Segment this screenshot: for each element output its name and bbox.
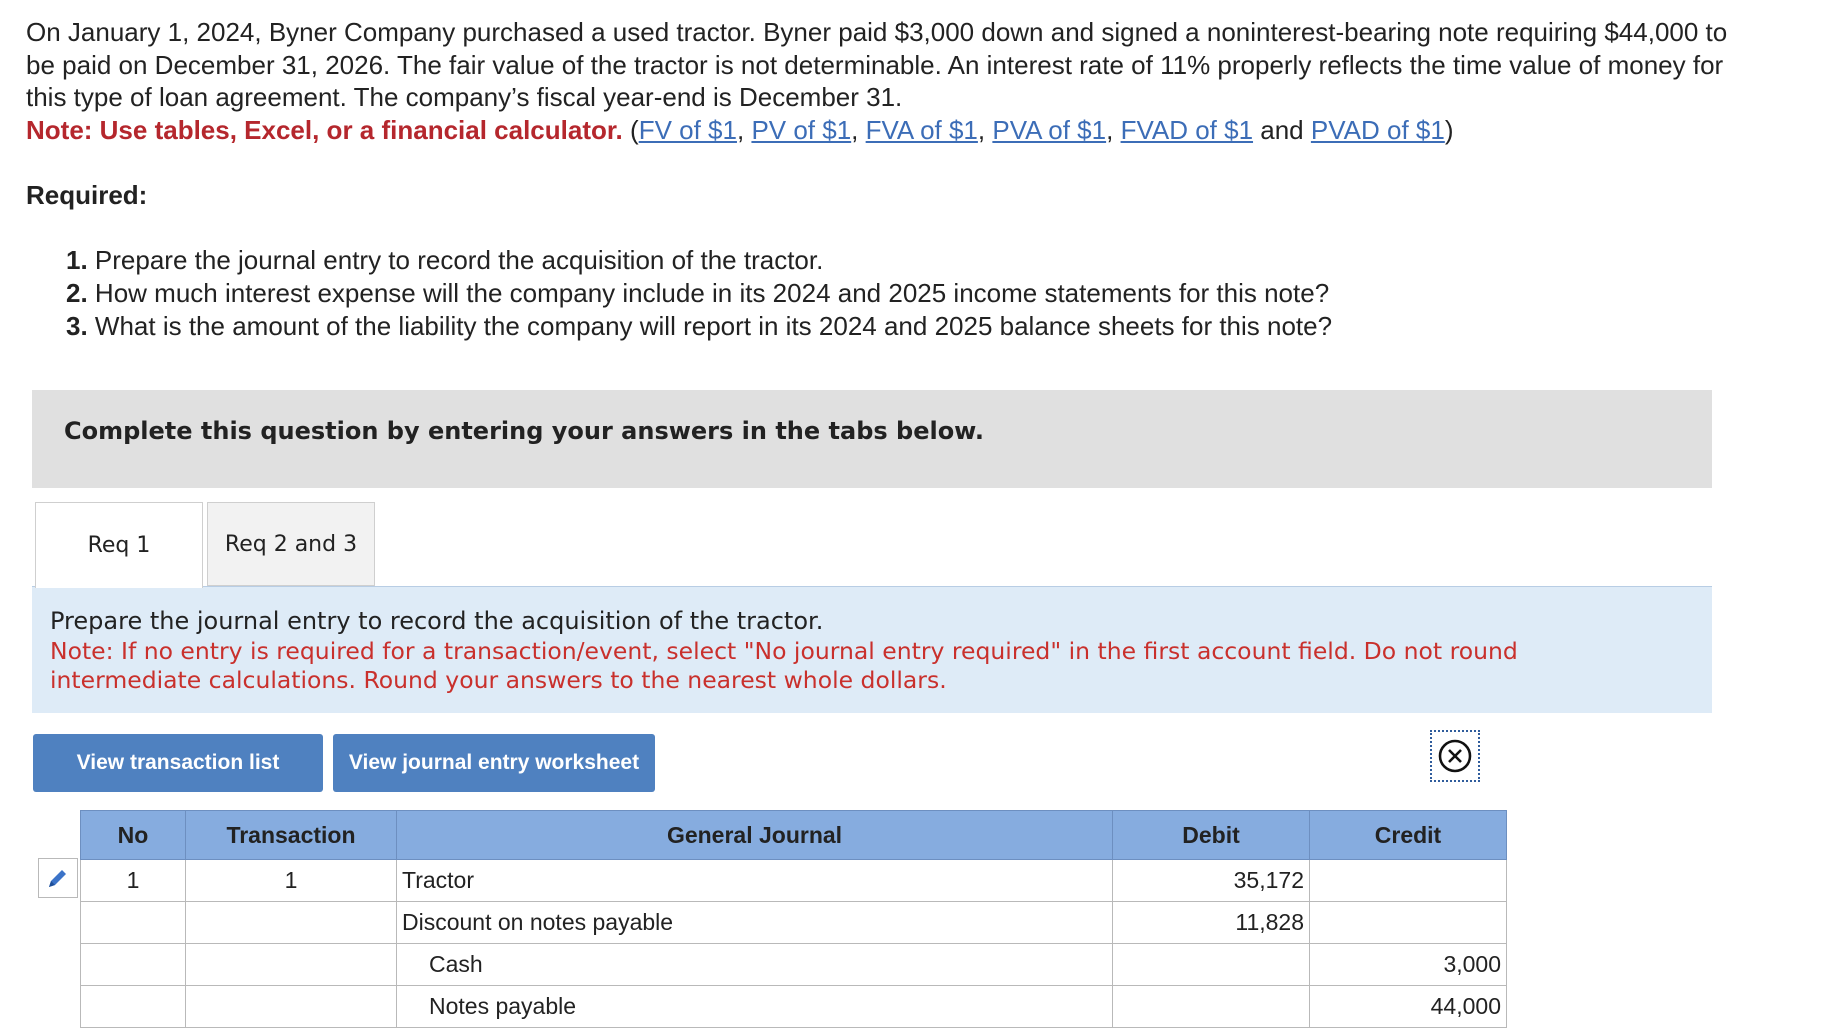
link-fva[interactable]: FVA of $1 [865,114,978,145]
header-debit: Debit [1113,811,1310,860]
instruction-main: Prepare the journal entry to record the acquisition of the tractor. [50,607,824,635]
link-pvad[interactable]: PVAD of $1 [1310,114,1445,145]
cell-debit[interactable] [1113,944,1310,986]
tab-instructions [32,586,1712,713]
cell-credit[interactable]: 3,000 [1310,944,1507,986]
table-row [81,860,1507,902]
cell-account[interactable]: Discount on notes payable [397,902,1113,944]
header-transaction: Transaction [186,811,397,860]
required-list [66,244,1332,343]
intro-note: Note: Use tables, Excel, or a financial calculator. [26,114,623,145]
link-pva[interactable]: PVA of $1 [992,114,1107,145]
instructions-banner [32,390,1712,488]
table-row [81,986,1507,1028]
tab-req-2-and-3[interactable]: Req 2 and 3 [207,502,375,586]
cell-credit[interactable] [1310,860,1507,902]
link-fv[interactable]: FV of $1 [638,114,737,145]
cell-transaction [186,986,397,1028]
intro-text: On January 1, 2024, Byner Company purchased a used tractor. Byner paid $3,000 down and signed a noninterest-bearing note requiring $44,000 to be paid on December 31, 2026. The fair value of the tractor is not determinable. An interest rate of 11% properly reflects the time value of money for this type of loan agreement. The company’s fiscal year-end is December 31. [26,17,1728,112]
cell-account[interactable]: Cash [397,944,1113,986]
table-row [81,902,1507,944]
close-circle-icon [1437,738,1473,774]
cell-no [81,986,186,1028]
cell-debit[interactable] [1113,986,1310,1028]
cell-debit[interactable]: 35,172 [1113,860,1310,902]
required-item: 3. What is the amount of the liability the company will report in its 2024 and 2025 balance sheets for this note? [66,311,1333,341]
view-transaction-list-button[interactable]: View transaction list [33,734,323,792]
cell-debit[interactable]: 11,828 [1113,902,1310,944]
required-heading: Required: [26,180,148,210]
link-fvad[interactable]: FVAD of $1 [1120,114,1254,145]
cell-transaction [186,902,397,944]
view-journal-entry-worksheet-button[interactable]: View journal entry worksheet [333,734,655,792]
header-general-journal: General Journal [397,811,1113,860]
instruction-note: Note: If no entry is required for a transaction/event, select "No journal entry required" in the first account field. Do not round intermediate calculations. Round your answers to the nearest whole dollars. [50,637,1518,694]
cell-no [81,902,186,944]
required-item: 1. Prepare the journal entry to record the acquisition of the tractor. [66,245,824,275]
question-intro: On January 1, 2024, Byner Company purchased a used tractor. Byner paid $3,000 down and signed a noninterest-bearing note requiring $44,000 to be paid on December 31, 2026. The fair value of the tractor is not determinable. An interest rate of 11% properly reflects the time value of money for this type of loan agreement. The company’s fiscal year-end is December 31. Note: Use tables, Excel, or a financial calculator. (FV of $1, PV of $1, FVA of $1, PVA of $1, FVAD of $1 and PVAD of $1) [26,17,1728,145]
link-pv[interactable]: PV of $1 [751,114,852,145]
required-item: 2. How much interest expense will the company include in its 2024 and 2025 income statements for this note? [66,278,1330,308]
general-journal-table [80,810,1507,1028]
close-button[interactable] [1430,730,1480,782]
cell-account[interactable]: Notes payable [397,986,1113,1028]
cell-no [81,944,186,986]
header-no: No [81,811,186,860]
cell-credit[interactable]: 44,000 [1310,986,1507,1028]
cell-no: 1 [81,860,186,902]
cell-transaction: 1 [186,860,397,902]
pencil-icon [45,865,71,891]
cell-credit[interactable] [1310,902,1507,944]
table-row [81,944,1507,986]
cell-account[interactable]: Tractor [397,860,1113,902]
table-header-row [81,811,1507,860]
edit-entry-button[interactable] [38,858,78,898]
header-credit: Credit [1310,811,1507,860]
cell-transaction [186,944,397,986]
banner-text: Complete this question by entering your answers in the tabs below. [64,417,984,445]
tab-req-1[interactable]: Req 1 [35,502,203,588]
